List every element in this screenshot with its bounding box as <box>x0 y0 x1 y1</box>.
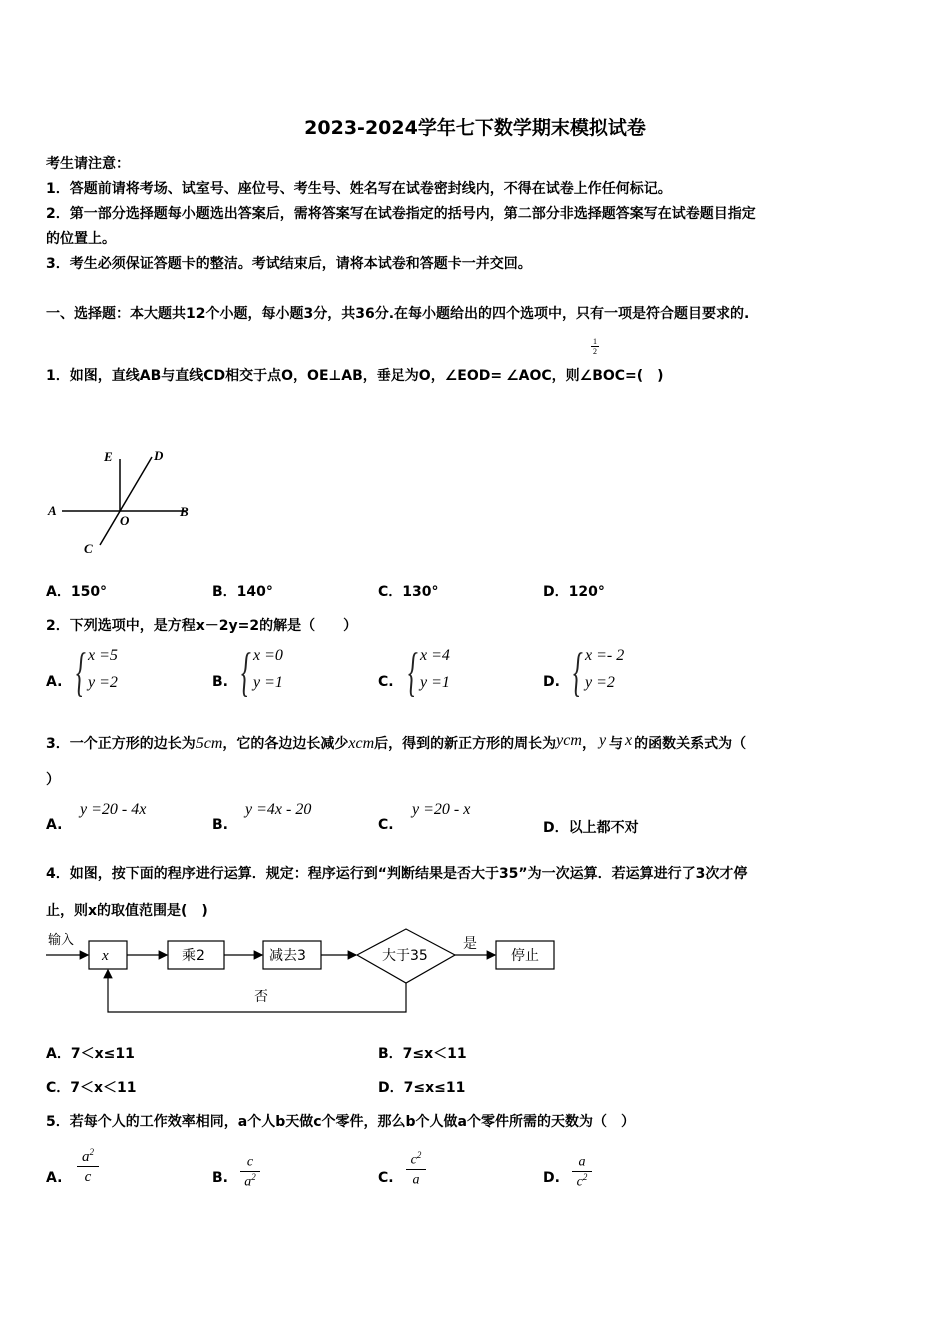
q5-option-b-letter: B. <box>212 1170 228 1186</box>
flow-stop: 停止 <box>511 948 539 964</box>
flow-cond: 大于35 <box>382 948 428 964</box>
question-1-text-b: ∠AOC，则∠BOC=( ) <box>506 368 664 384</box>
brace-icon: { <box>408 642 418 702</box>
q3-text-1: 3．一个正方形的边长为 <box>46 736 196 752</box>
label-d: D <box>154 448 164 463</box>
flow-x: x <box>102 948 109 964</box>
flow-sub: 减去3 <box>269 948 306 964</box>
page-title: 2023-2024学年七下数学期末模拟试卷 <box>304 117 646 139</box>
q5-option-d-fraction <box>572 1152 592 1190</box>
notice-heading: 考生请注意： <box>46 156 130 172</box>
q2-option-a-system <box>76 642 146 702</box>
label-o: O <box>120 513 130 528</box>
question-1-fraction <box>591 337 599 356</box>
label-b: B <box>180 504 189 519</box>
denominator: c <box>576 1174 583 1190</box>
q3-text-4: ， <box>581 736 596 752</box>
q5-option-b-fraction <box>240 1152 260 1190</box>
q5-option-c-letter: C. <box>378 1170 394 1186</box>
q5-option-a-letter: A. <box>46 1170 63 1186</box>
q2-option-c-system <box>408 642 478 702</box>
equation-line-2: y =2 <box>88 674 118 691</box>
fraction-denominator: 2 <box>593 347 597 356</box>
q3-text-2: ，它的各边边长减少 <box>222 736 349 752</box>
flowchart <box>44 927 564 1022</box>
numerator: c <box>246 1154 254 1170</box>
question-1-text-a: 1．如图，直线AB与直线CD相交于点O，OE⊥AB，垂足为O，∠EOD= <box>46 368 503 384</box>
question-5: 5．若每个人的工作效率相同，a个人b天做c个零件，那么b个人做a个零件所需的天数为（ ） <box>46 1114 635 1130</box>
q3-option-c-letter: C. <box>378 817 394 833</box>
equation-line-1: x =0 <box>253 647 283 664</box>
notice-item-2: 2．第一部分选择题每小题选出答案后，需将答案写在试卷指定的括号内，第二部分非选择题答案写在试卷题目指定 <box>46 206 756 222</box>
q4-option-a: A．7＜x≤11 <box>46 1046 135 1062</box>
q3-math-2: xcm <box>348 735 375 752</box>
q3-option-a-formula: y =20 - 4x <box>80 801 147 818</box>
angle-figure <box>44 445 204 560</box>
q3-math-1: 5cm <box>195 735 223 752</box>
q2-option-c-letter: C. <box>378 674 394 690</box>
label-e: E <box>104 449 113 464</box>
denominator: a <box>412 1172 420 1188</box>
question-4-cont: 止，则x的取值范围是( ) <box>46 903 208 919</box>
notice-item-1: 1．答题前请将考场、试室号、座位号、考生号、姓名写在试卷密封线内，不得在试卷上作任何标记。 <box>46 181 672 197</box>
flow-input-label: 输入 <box>48 933 75 948</box>
q4-option-b: B．7≤x＜11 <box>378 1046 467 1062</box>
numerator: a <box>82 1149 90 1165</box>
q3-text-3: 后，得到的新正方形的周长为 <box>374 736 557 752</box>
q2-option-b-letter: B. <box>212 674 228 690</box>
q3-text-5: 与 <box>609 736 624 752</box>
q3-math-4: y <box>598 732 607 749</box>
numerator-exponent: 2 <box>89 1147 94 1157</box>
label-a: A <box>48 503 57 518</box>
q1-option-a: A．150° <box>46 584 108 600</box>
denominator: a <box>244 1174 252 1190</box>
flow-yes: 是 <box>463 936 477 952</box>
label-c: C <box>84 541 93 556</box>
notice-item-2-cont: 的位置上。 <box>46 231 116 247</box>
q2-option-a-letter: A. <box>46 674 63 690</box>
brace-icon: { <box>76 642 86 702</box>
q4-option-c: C．7＜x＜11 <box>46 1080 137 1096</box>
q2-option-d-system <box>573 642 653 702</box>
numerator: a <box>578 1154 586 1170</box>
equation-line-1: x =5 <box>88 647 118 664</box>
equation-line-2: y =1 <box>253 674 283 691</box>
q5-option-c-fraction <box>406 1150 426 1188</box>
denominator: c <box>84 1169 92 1185</box>
q2-option-d-letter: D. <box>543 674 560 690</box>
flow-no: 否 <box>254 989 268 1005</box>
equation-line-2: y =2 <box>585 674 615 691</box>
denominator-exponent: 2 <box>582 1171 588 1182</box>
q1-option-d: D．120° <box>543 584 605 600</box>
brace-icon: { <box>573 642 583 702</box>
section-heading: 一、选择题：本大题共12个小题，每小题3分，共36分.在每小题给出的四个选项中，只有一项是符合题目要求的. <box>46 306 750 322</box>
equation-line-1: x =- 2 <box>585 647 625 664</box>
numerator-exponent: 2 <box>416 1150 422 1160</box>
q3-option-b-formula: y =4x - 20 <box>245 801 312 818</box>
equation-line-1: x =4 <box>420 647 450 664</box>
q2-option-b-system <box>241 642 311 702</box>
q1-option-c: C．130° <box>378 584 439 600</box>
q3-option-a-letter: A. <box>46 817 63 833</box>
q5-option-a-fraction <box>77 1147 99 1186</box>
flow-mul: 乘2 <box>182 948 205 964</box>
brace-icon: { <box>241 642 251 702</box>
notice-item-3: 3．考生必须保证答题卡的整洁。考试结束后，请将本试卷和答题卡一并交回。 <box>46 256 532 272</box>
q1-option-b: B．140° <box>212 584 273 600</box>
line-cd <box>100 457 152 545</box>
q5-option-d-letter: D. <box>543 1170 560 1186</box>
q3-text-6: 的函数关系式为（ <box>634 736 747 752</box>
equation-line-2: y =1 <box>420 674 450 691</box>
q3-option-d: D．以上都不对 <box>543 820 639 836</box>
question-1 <box>46 365 664 385</box>
q3-option-b-letter: B. <box>212 817 228 833</box>
denominator-exponent: 2 <box>251 1171 256 1182</box>
q3-math-5: x <box>625 732 633 749</box>
q4-option-d: D．7≤x≤11 <box>378 1080 466 1096</box>
question-3 <box>46 733 746 753</box>
fraction-numerator: 1 <box>593 337 597 346</box>
question-3-close: ） <box>46 772 60 788</box>
question-2: 2．下列选项中，是方程x－2y=2的解是（ ） <box>46 618 358 634</box>
q3-option-c-formula: y =20 - x <box>412 801 471 818</box>
q3-math-3: ycm <box>556 732 582 749</box>
numerator: c <box>410 1152 417 1168</box>
question-4: 4．如图，按下面的程序进行运算．规定：程序运行到“判断结果是否大于35”为一次运算．若运算进行了3次才停 <box>46 866 748 882</box>
